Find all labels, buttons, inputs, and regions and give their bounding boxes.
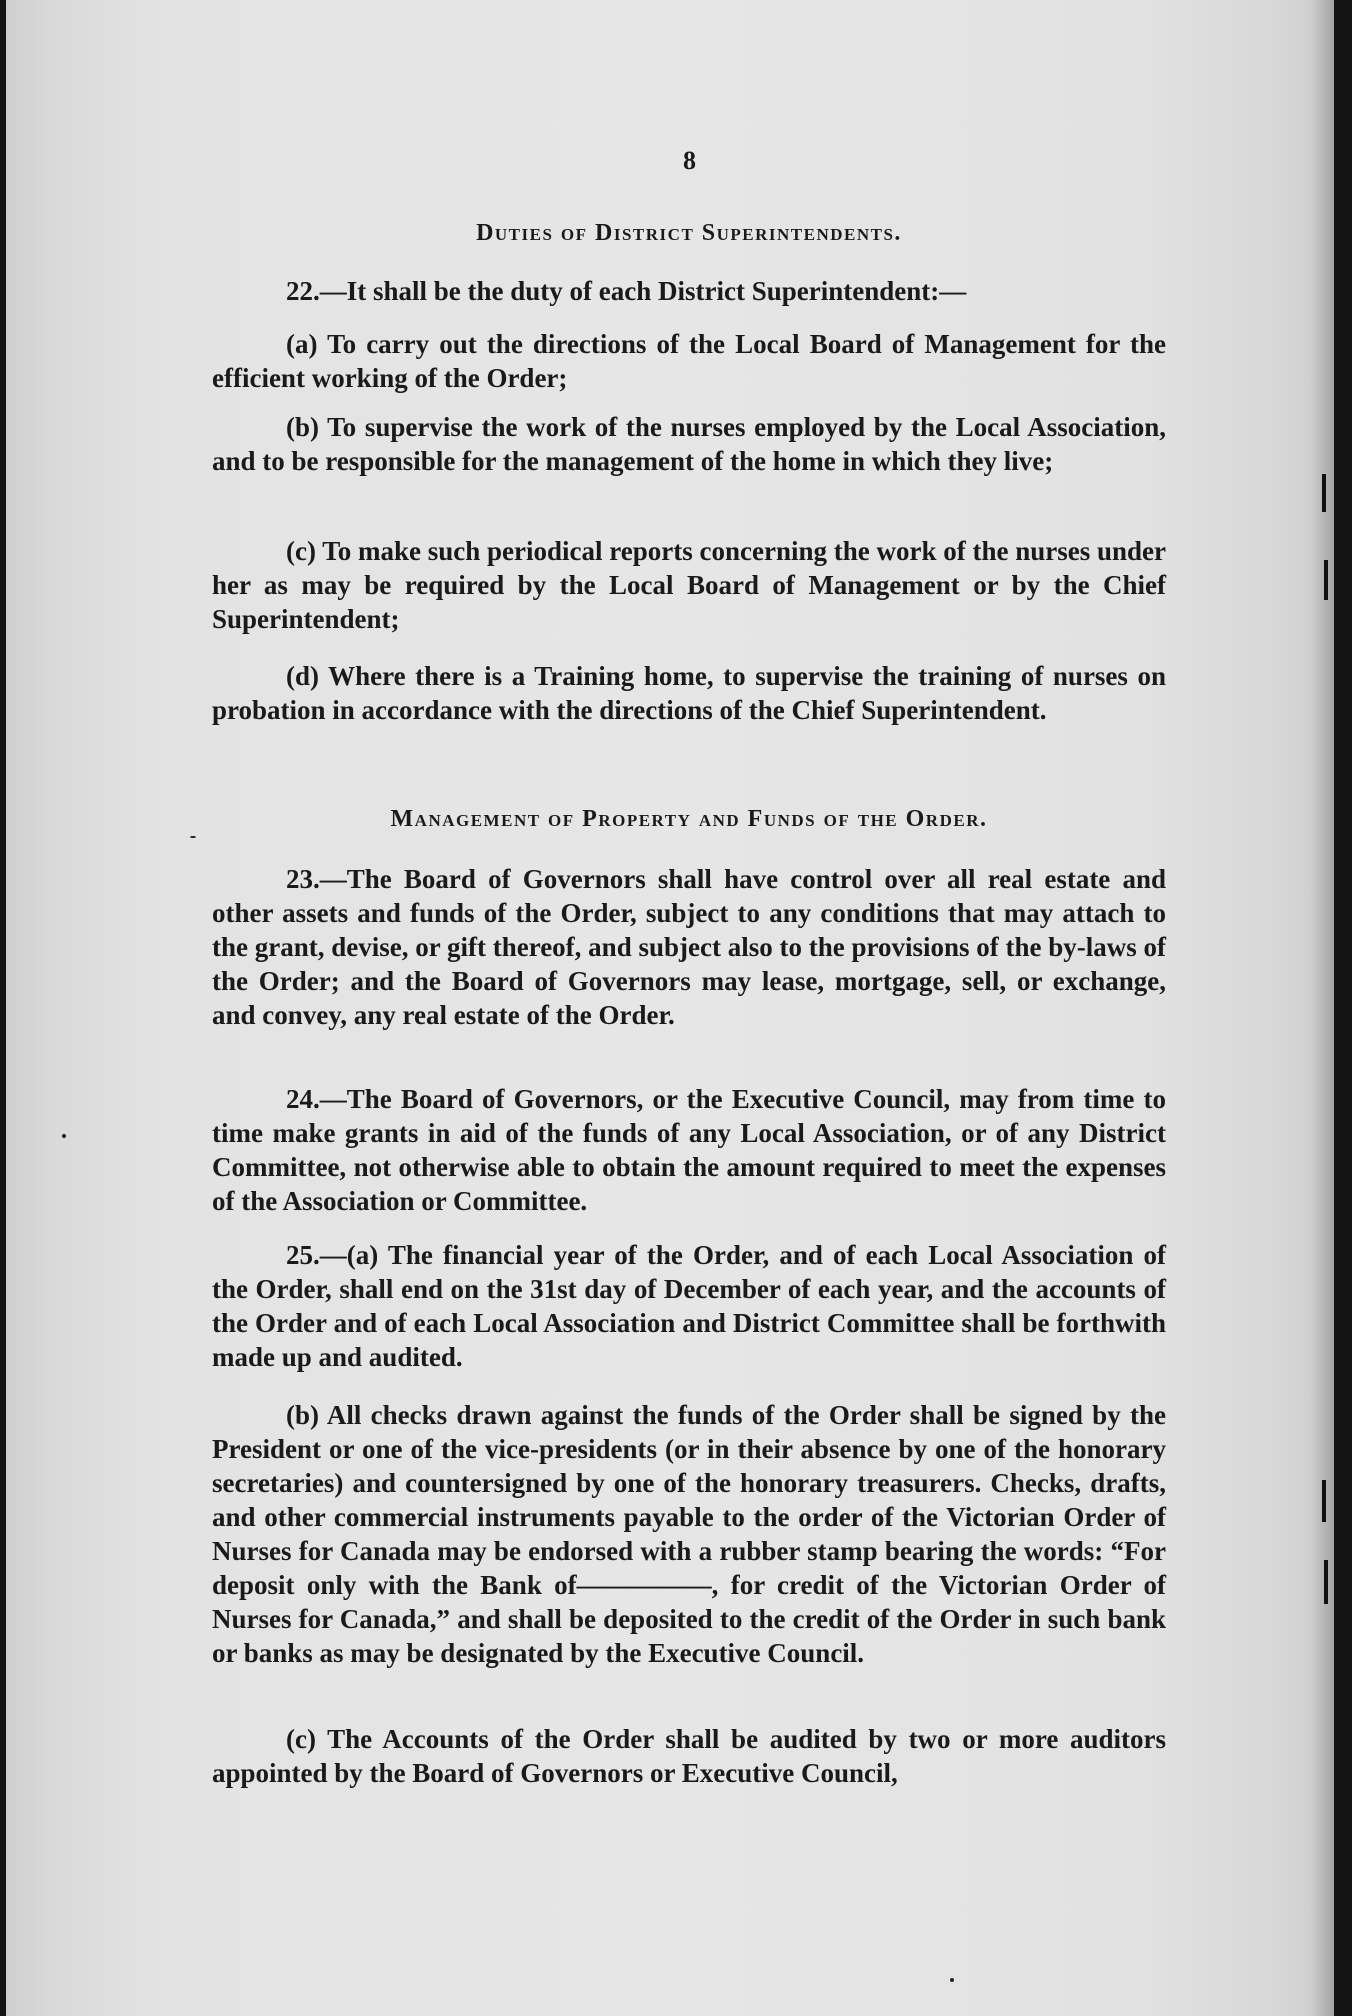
section-heading-duties: Duties of District Superintendents. bbox=[476, 220, 902, 246]
paragraph-22b: (b) To supervise the work of the nurses employed by the Local Association, and to be responsible for the management of the home in which they live; bbox=[212, 412, 1166, 476]
margin-mark bbox=[1324, 1560, 1328, 1604]
paragraph-25c: (c) The Accounts of the Order shall be audited by two or more auditors appointed by the Board of Governors or Executive Council, bbox=[212, 1724, 1166, 1788]
paragraph-25a: 25.—(a) The financial year of the Order, and of each Local Association of the Order, shall end on the 31st day of December of each year, and the accounts of the Order and of each Local Association and District Committee shall be forthwith made up and audited. bbox=[212, 1240, 1166, 1372]
margin-mark bbox=[1322, 1480, 1326, 1522]
paragraph-22d: (d) Where there is a Training home, to supervise the training of nurses on probation in accordance with the directions of the Chief Superintendent. bbox=[212, 661, 1166, 725]
paragraph-22: 22.—It shall be the duty of each District Superintendent:— bbox=[286, 276, 967, 306]
paragraph-22a: (a) To carry out the directions of the Local Board of Management for the efficient working of the Order; bbox=[212, 329, 1166, 393]
paragraph-23: 23.—The Board of Governors shall have control over all real estate and other assets and funds of the Order, subject to any conditions that may attach to the grant, devise, or gift thereof, and subject also to the provisions of the by-laws of the Order; and the Board of Governors may lease, mortgage, sell, or exchange, and convey, any real estate of the Order. bbox=[212, 864, 1166, 1030]
page-number: 8 bbox=[683, 146, 696, 175]
section-heading-property: Management of Property and Funds of the Order. bbox=[390, 806, 988, 832]
scan-speck bbox=[62, 1134, 66, 1138]
paragraph-24: 24.—The Board of Governors, or the Executive Council, may from time to time make grants in aid of the funds of any Local Association, or of any District Committee, not otherwise able to obtain the amount required to meet the expenses of the Association or Committee. bbox=[212, 1084, 1166, 1216]
paragraph-22c: (c) To make such periodical reports concerning the work of the nurses under her as may be required by the Local Board of Management or by the Chief Superintendent; bbox=[212, 536, 1166, 634]
page-edge-shadow bbox=[1310, 0, 1334, 2016]
scan-speck bbox=[190, 836, 196, 838]
margin-mark bbox=[1322, 474, 1326, 512]
margin-mark bbox=[1324, 560, 1328, 600]
paragraph-25b: (b) All checks drawn against the funds of the Order shall be signed by the President or one of the vice-presidents (or in their absence by one of the honorary secretaries) and countersigned by one of the honorary treasurers. Checks, drafts, and other commercial instruments payable to the order of the Victorian Order of Nurses for Canada may be endorsed with a rubber stamp bearing the words: “For deposit only with the Bank of—————, for credit of the Victorian Order of Nurses for Canada,” and shall be deposited to the credit of the Order in such bank or banks as may be designated by the Executive Council. bbox=[212, 1400, 1166, 1668]
document-page bbox=[6, 0, 1334, 2016]
scan-speck bbox=[950, 1978, 954, 1982]
